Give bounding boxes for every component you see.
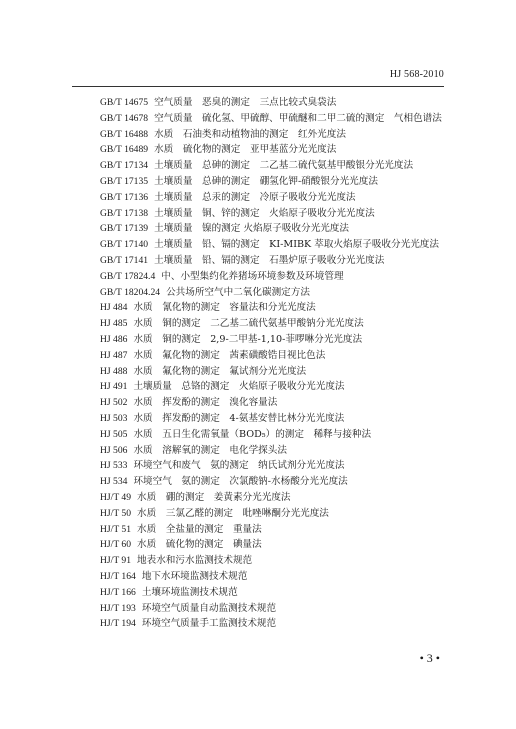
standard-code: GB/T 14675 xyxy=(100,97,149,108)
standard-code: HJ 502 xyxy=(100,397,128,409)
standard-code: HJ/T 60 xyxy=(100,539,132,551)
standard-title: 水质 全盐量的测定 重量法 xyxy=(137,523,262,535)
list-item xyxy=(72,300,444,316)
list-item xyxy=(72,506,444,522)
list-item xyxy=(72,221,444,237)
standard-title: 环境空气质量手工监测技术规范 xyxy=(141,618,277,630)
standard-title: 地下水环境监测技术规范 xyxy=(141,570,248,582)
standard-title: 水质 挥发酚的测定 4-氨基安替比林分光光度法 xyxy=(133,412,345,424)
document-code: HJ 568-2010 xyxy=(389,69,444,80)
standard-code: GB/T 16488 xyxy=(100,128,149,140)
list-item xyxy=(72,111,444,127)
standard-code: GB/T 17138 xyxy=(100,207,149,219)
standard-title: 土壤质量 总铬的测定 火焰原子吸收分光光度法 xyxy=(133,381,345,393)
list-item xyxy=(72,537,444,553)
standard-title: 水质 硫化物的测定 亚甲基蓝分光光度法 xyxy=(154,144,337,156)
standard-title: 土壤质量 铅、镉的测定 石墨炉原子吸收分光光度法 xyxy=(154,254,385,266)
list-item xyxy=(72,411,444,427)
list-item xyxy=(72,127,444,143)
list-item xyxy=(72,458,444,474)
standard-code: HJ/T 49 xyxy=(100,491,132,503)
list-item xyxy=(72,569,444,585)
standard-code: GB/T 17134 xyxy=(100,160,149,172)
standard-code: HJ/T 166 xyxy=(100,586,136,598)
standard-title: 水质 氰化物的测定 容量法和分光光度法 xyxy=(133,302,316,314)
standard-code: GB/T 18204.24 xyxy=(100,286,161,298)
list-item xyxy=(72,379,444,395)
list-item xyxy=(72,601,444,617)
standard-title: 地表水和污水监测技术规范 xyxy=(137,555,253,567)
page-number: • 3 • xyxy=(419,651,440,665)
standard-title: 环境空气质量自动监测技术规范 xyxy=(141,602,277,614)
list-item xyxy=(72,522,444,538)
standard-code: HJ 491 xyxy=(100,381,128,393)
standard-title: 土壤质量 铜、锌的测定 火焰原子吸收分光光度法 xyxy=(154,207,375,219)
standard-code: HJ 488 xyxy=(100,365,128,377)
list-item xyxy=(72,142,444,158)
list-item xyxy=(72,269,444,285)
standard-title: 环境空气 氨的测定 次氯酸钠-水杨酸分光光度法 xyxy=(133,476,348,488)
list-item xyxy=(72,553,444,569)
list-item xyxy=(72,174,444,190)
standard-code: GB/T 17141 xyxy=(100,254,149,266)
standard-title: 水质 石油类和动植物油的测定 红外光度法 xyxy=(154,128,346,140)
list-item xyxy=(72,237,444,253)
standard-code: HJ/T 91 xyxy=(100,555,132,567)
standard-code: GB/T 17135 xyxy=(100,175,149,187)
standard-title: 水质 硼的测定 姜黄素分光光度法 xyxy=(137,491,291,503)
standard-title: 土壤质量 镍的测定 火焰原子吸收分光光度法 xyxy=(154,223,349,235)
standard-code: HJ 485 xyxy=(100,318,128,330)
list-item xyxy=(72,490,444,506)
list-item xyxy=(72,316,444,332)
standard-title: 土壤质量 总砷的测定 硼氢化钾-硝酸银分光光度法 xyxy=(154,175,378,187)
standard-title: 水质 铜的测定 2,9-二甲基-1,10-菲啰啉分光光度法 xyxy=(133,333,363,345)
list-item xyxy=(72,395,444,411)
standard-title: 水质 氟化物的测定 氟试剂分光光度法 xyxy=(133,365,307,377)
standard-title: 土壤质量 铅、镉的测定 KI-MIBK 萃取火焰原子吸收分光光度法 xyxy=(154,239,439,251)
standard-code: HJ 534 xyxy=(100,476,128,488)
standard-title: 环境空气和废气 氨的测定 纳氏试剂分光光度法 xyxy=(133,460,345,472)
standard-code: GB/T 16489 xyxy=(100,144,149,156)
standard-code: GB/T 17139 xyxy=(100,223,149,235)
standard-code: GB/T 14678 xyxy=(100,112,149,124)
list-item xyxy=(72,616,444,632)
list-item xyxy=(72,443,444,459)
standard-title: 水质 铜的测定 二乙基二硫代氨基甲酸钠分光光度法 xyxy=(133,318,364,330)
standard-title: 土壤质量 总汞的测定 冷原子吸收分光光度法 xyxy=(154,191,356,203)
list-item xyxy=(72,348,444,364)
standard-code: HJ/T 50 xyxy=(100,507,132,519)
standard-code: HJ 486 xyxy=(100,333,128,345)
list-item xyxy=(72,285,444,301)
list-item xyxy=(72,253,444,269)
standard-title: 土壤质量 总砷的测定 二乙基二硫代氨基甲酸银分光光度法 xyxy=(154,160,414,172)
standard-code: HJ/T 194 xyxy=(100,618,136,630)
reference-list xyxy=(72,95,444,632)
standard-code: HJ/T 164 xyxy=(100,570,136,582)
standard-code: GB/T 17824.4 xyxy=(100,270,156,282)
standard-title: 空气质量 恶臭的测定 三点比较式臭袋法 xyxy=(154,97,337,108)
standard-code: HJ 484 xyxy=(100,302,128,314)
standard-title: 空气质量 硫化氢、甲硫醇、甲硫醚和二甲二硫的测定 气相色谱法 xyxy=(154,112,442,124)
standard-code: HJ/T 193 xyxy=(100,602,136,614)
list-item xyxy=(72,585,444,601)
list-item xyxy=(72,364,444,380)
standard-title: 中、小型集约化养猪场环境参数及环境管理 xyxy=(161,270,344,282)
standard-title: 土壤环境监测技术规范 xyxy=(141,586,238,598)
standard-title: 水质 硫化物的测定 碘量法 xyxy=(137,539,262,551)
list-item xyxy=(72,190,444,206)
standard-title: 水质 挥发酚的测定 溴化容量法 xyxy=(133,397,278,409)
list-item xyxy=(72,158,444,174)
standard-code: HJ 503 xyxy=(100,412,128,424)
list-item xyxy=(72,474,444,490)
standard-code: GB/T 17140 xyxy=(100,239,149,251)
standard-code: HJ/T 51 xyxy=(100,523,132,535)
list-item xyxy=(72,332,444,348)
standard-title: 公共场所空气中二氧化碳测定方法 xyxy=(166,286,310,298)
standard-code: HJ 506 xyxy=(100,444,128,456)
list-item xyxy=(72,206,444,222)
standard-code: GB/T 17136 xyxy=(100,191,149,203)
standard-title: 水质 溶解氧的测定 电化学探头法 xyxy=(133,444,287,456)
list-item xyxy=(72,427,444,443)
standard-code: HJ 533 xyxy=(100,460,128,472)
standard-title: 水质 五日生化需氧量（BOD₅）的测定 稀释与接种法 xyxy=(133,428,372,440)
standard-code: HJ 487 xyxy=(100,349,128,361)
standard-title: 水质 氟化物的测定 茜素磺酸锆目视比色法 xyxy=(133,349,326,361)
header-rule xyxy=(72,86,444,87)
list-item xyxy=(72,95,444,111)
standard-code: HJ 505 xyxy=(100,428,128,440)
standard-title: 水质 三氯乙醛的测定 吡唑啉酮分光光度法 xyxy=(137,507,329,519)
